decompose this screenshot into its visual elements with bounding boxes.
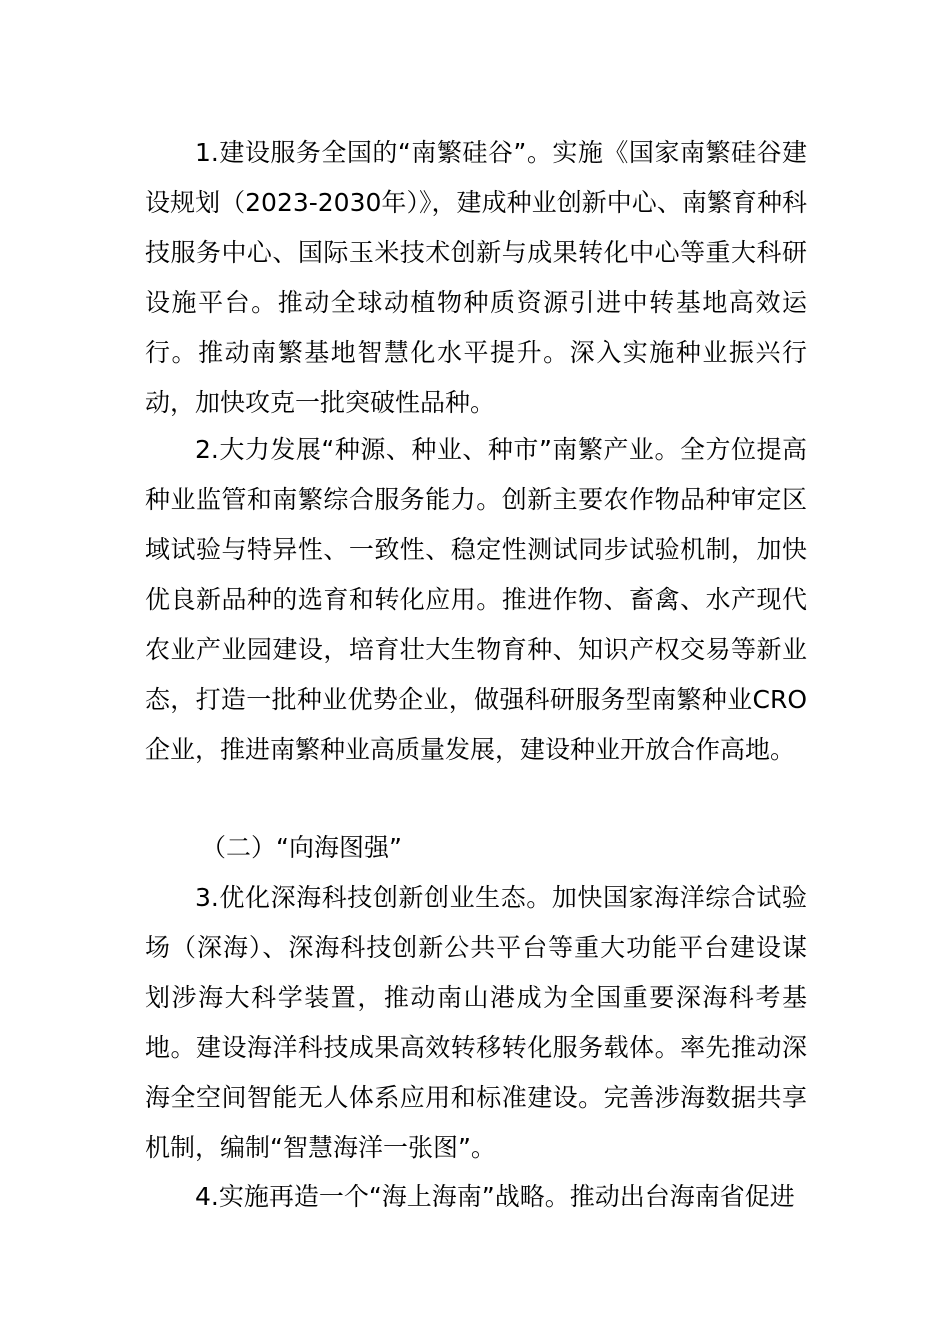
paragraph-1: 1.建设服务全国的“南繁硅谷”。实施《国家南繁硅谷建设规划（2023-2030年）》，建成种业创新中心、南繁育种科技服务中心、国际玉米技术创新与成果转化中心等重大科研设施平台。推动全球动植物种质资源引进中转基地高效运行。推动南繁基地智慧化水平提升。深入实施种业振兴行动，加快攻克一批突破性品种。 [145,138,807,417]
paragraph-4: 4.实施再造一个“海上海南”战略。推动出台海南省促进 [195,1182,795,1211]
section-heading: （二）“向海图强” [201,833,402,862]
paragraph-2: 2.大力发展“种源、种业、种市”南繁产业。全方位提高种业监管和南繁综合服务能力。创新主要农作物品种审定区域试验与特异性、一致性、稳定性测试同步试验机制，加快优良新品种的选育和转化应用。推进作物、畜禽、水产现代农业产业园建设，培育壮大生物育种、知识产权交易等新业态，打造一批种业优势企业，做强科研服务型南繁种业CRO企业，推进南繁种业高质量发展，建设种业开放合作高地。 [145,435,807,764]
paragraph-3: 3.优化深海科技创新创业生态。加快国家海洋综合试验场（深海）、深海科技创新公共平台等重大功能平台建设谋划涉海大科学装置，推动南山港成为全国重要深海科考基地。建设海洋科技成果高效转移转化服务载体。率先推动深海全空间智能无人体系应用和标准建设。完善涉海数据共享机制，编制“智慧海洋一张图”。 [145,883,807,1162]
